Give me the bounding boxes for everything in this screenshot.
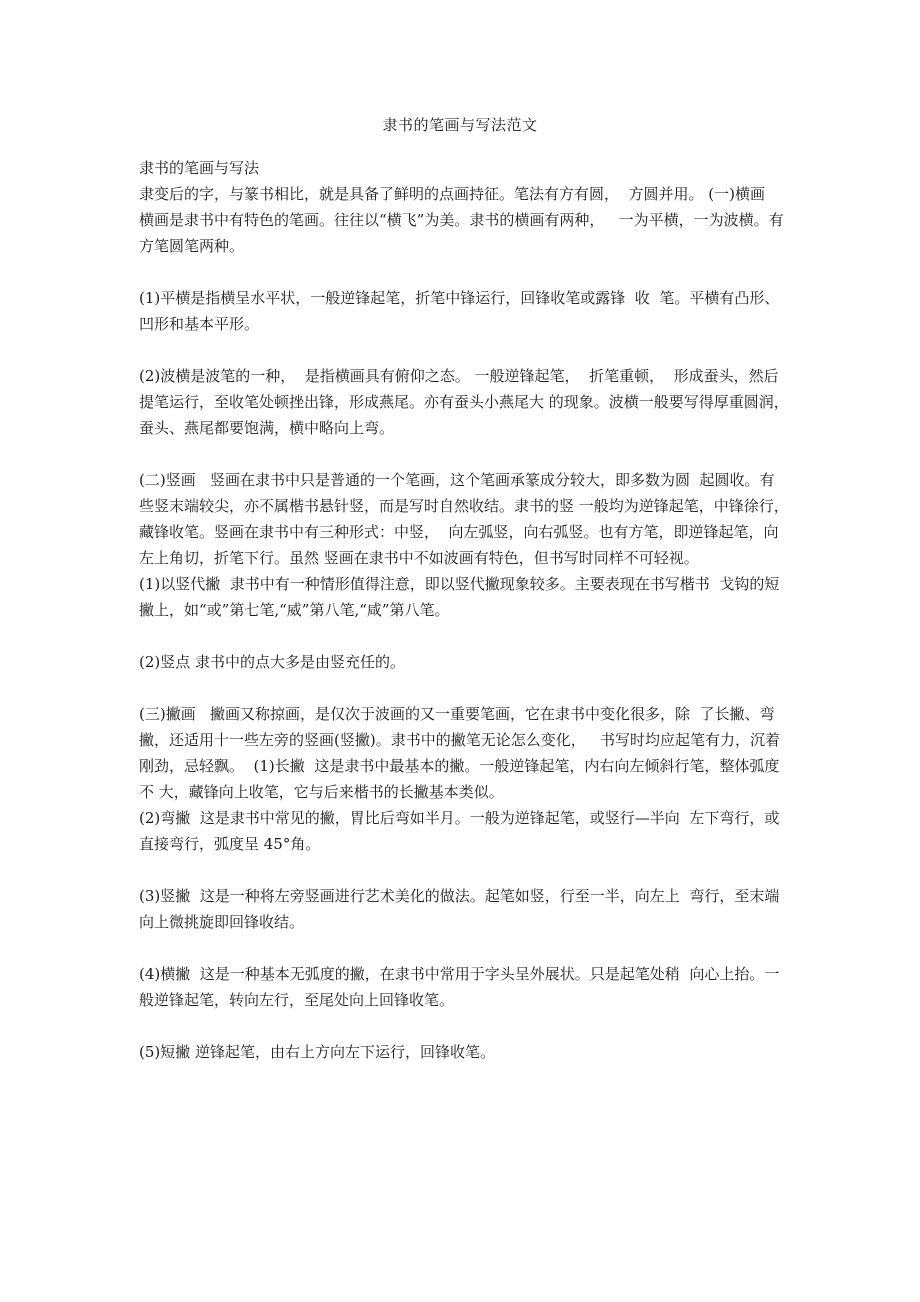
paragraph-subtitle: 隶书的笔画与写法: [139, 159, 260, 177]
paragraph-heng-pie: (4)横撇 这是一种基本无弧度的撇，在隶书中常用于字头呈外展状。只是起笔处稍 向心上抬。一般逆锋起笔，转向左行，至尾处向上回锋收笔。: [139, 965, 780, 1009]
paragraph-pie-hua: (三)撇画 撇画又称掠画，是仅次于波画的又一重要笔画，它在隶书中变化很多，除 了长撇、弯撇，还适用十一些左旁的竖画(竖撇)。隶书中的撇笔无论怎么变化， 书写时均应起笔有力，沉着刚劲，忌轻飘。 (1)长撇 这是隶书中最基本的撇。一般逆锋起笔，内右向左倾斜行笔，整体弧度不 大，藏锋向上收笔，它与后来楷书的长撇基本类似。: [139, 705, 781, 801]
paragraph-shu-pie: (3)竖撇 这是一种将左旁竖画进行艺术美化的做法。起笔如竖，行至一半，向左上 弯行，至末端向上微挑旋即回锋收结。: [139, 887, 780, 931]
document-body: [139, 155, 789, 1065]
paragraph-spacer: [139, 441, 789, 467]
paragraph-spacer: [139, 623, 789, 649]
paragraph-yi-shu-dai-pie: (1)以竖代撇 隶书中有一种情形值得注意，即以竖代撇现象较多。主要表现在书写楷书 戈钩的短撇上，如“或”第七笔,“威”第八笔,“咸”第八笔。: [139, 575, 780, 619]
paragraph-shu-dian: (2)竖点 隶书中的点大多是由竖充任的。: [139, 653, 406, 671]
paragraph-intro: 隶变后的字，与篆书相比，就是具备了鲜明的点画持征。笔法有方有圆， 方圆并用。 (一)横画 横画是隶书中有特色的笔画。往往以“横飞”为美。隶书的横画有两种， 一为平横，一为波横。有方笔圆笔两种。: [139, 185, 784, 255]
paragraph-spacer: [139, 675, 789, 701]
paragraph-spacer: [139, 935, 789, 961]
document-title: 隶书的笔画与写法范文: [382, 116, 538, 134]
paragraph-spacer: [139, 857, 789, 883]
paragraph-spacer: [139, 259, 789, 285]
paragraph-spacer: [139, 337, 789, 363]
paragraph-duan-pie: (5)短撇 逆锋起笔，由右上方向左下运行，回锋收笔。: [139, 1043, 496, 1061]
paragraph-wan-pie: (2)弯撇 这是隶书中常见的撇，胃比后弯如半月。一般为逆锋起笔，或竖行—半向 左下弯行，或直接弯行，弧度呈 45°角。: [139, 809, 780, 853]
paragraph-spacer: [139, 1013, 789, 1039]
paragraph-shu-hua: (二)竖画 竖画在隶书中只是普通的一个笔画，这个笔画承篆成分较大，即多数为圆 起圆收。有些竖末端较尖，亦不属楷书悬针竖，而是写时自然收结。隶书的竖 一般均为逆锋起笔，中锋徐行，藏锋收笔。竖画在隶书中有三种形式：中竖， 向左弧竖，向右弧竖。也有方笔，即逆锋起笔，向左上角切，折笔下行。虽然 竖画在隶书中不如波画有特色，但书写时同样不可轻视。: [139, 471, 789, 567]
paragraph-ping-heng: (1)平横是指横呈水平状，一般逆锋起笔，折笔中锋运行，回锋收笔或露锋 收 笔。平横有凸形、凹形和基本平形。: [139, 289, 780, 333]
paragraph-bo-heng: (2)波横是波笔的一种， 是指横画具有俯仰之态。 一般逆锋起笔， 折笔重顿， 形成蚕头，然后提笔运行，至收笔处顿挫出锋，形成燕尾。亦有蚕头小燕尾大 的现象。波横一般要写得厚重圆润，蚕头、燕尾都要饱满，横中略向上弯。: [139, 367, 789, 437]
